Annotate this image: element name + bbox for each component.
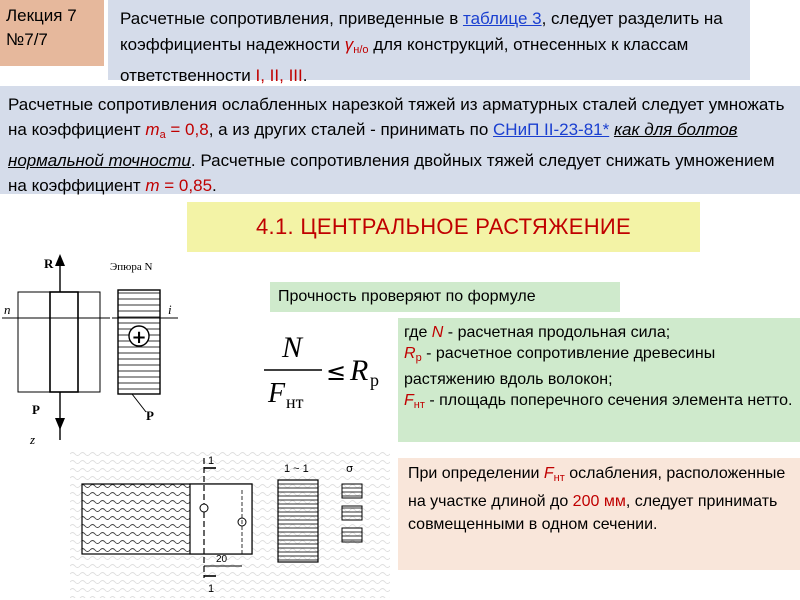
note-text: , следует принимать совмещенными в одном сечении. <box>408 493 778 533</box>
element-bar <box>50 292 78 392</box>
gamma-subscript: н/о <box>353 44 369 56</box>
var-F-subscript: нт <box>413 399 425 411</box>
var-F: F <box>404 392 414 409</box>
where-text: где <box>404 324 432 341</box>
coef-ma-subscript: a <box>159 129 166 141</box>
arrow-up-icon <box>55 254 65 266</box>
note-length: 200 мм <box>572 493 626 510</box>
cut-label-bottom: 1 <box>208 583 215 595</box>
slide-number: №7/7 <box>6 30 48 49</box>
formula-R: R <box>350 354 369 387</box>
plus-sign: + <box>131 327 147 348</box>
dimension-label: 20 <box>216 554 228 565</box>
note-text: ослабления, расположенные на участке длиной до <box>408 465 786 510</box>
para-text: . Расчетные сопротивления двойных тяжей следует снижать умножением на коэффициент <box>8 151 775 195</box>
stress-block <box>342 506 362 520</box>
tension-element-diagram <box>0 254 260 454</box>
table-3-link[interactable]: таблице 3 <box>462 9 542 28</box>
label-R: R <box>44 256 54 271</box>
weakened-section-diagram <box>70 450 390 598</box>
note-F: F <box>543 465 554 482</box>
coef-m-symbol: m <box>145 176 160 195</box>
note-text: При определении <box>408 465 544 482</box>
stress-block <box>342 484 362 498</box>
coef-m-value: = 0,85 <box>159 176 213 195</box>
where-text: - расчетное сопротивление древесины растяжению вдоль волокон; <box>404 345 716 388</box>
section-view <box>278 480 318 562</box>
var-N: N <box>431 324 444 341</box>
bolts-reference: как для болтов нормальной точности <box>8 120 738 170</box>
para-text: , а из других сталей - принимать по <box>208 120 494 139</box>
note-F-subscript: нт <box>553 472 565 484</box>
var-R-subscript: р <box>415 352 422 364</box>
snip-link[interactable]: СНиП II-23-81* <box>493 120 610 139</box>
cut-label-top: 1 <box>208 455 215 467</box>
intro-text: Расчетные сопротивления, приведенные в <box>120 9 463 28</box>
strength-formula <box>258 322 398 422</box>
sigma-label: σ <box>346 462 353 475</box>
weakening-note <box>398 458 800 570</box>
label-P-right: P <box>146 408 154 423</box>
section-label: 1 ~ 1 <box>284 463 309 475</box>
tie-rods-paragraph <box>0 86 800 194</box>
lecture-number: Лекция 7 <box>6 6 77 25</box>
intro-text: . <box>302 66 308 85</box>
label-n-left: n <box>4 302 11 317</box>
section-heading: 4.1. ЦЕНТРАЛЬНОЕ РАСТЯЖЕНИЕ <box>187 202 700 252</box>
var-R: R <box>404 345 416 362</box>
intro-text-block <box>108 0 750 85</box>
para-text: . <box>212 176 217 195</box>
label-P-left: P <box>32 402 40 417</box>
strength-check-label: Прочность проверяют по формуле <box>270 282 620 312</box>
bolt-hole-icon <box>200 504 208 512</box>
leader-line <box>132 394 146 412</box>
formula-leq: ≤ <box>326 358 347 386</box>
label-epure: Эпюра N <box>110 261 153 273</box>
intro-text: для конструкций, отнесенных к классам ответственности <box>120 35 689 85</box>
formula-F: F <box>268 378 286 409</box>
intro-text: , следует разделить на коэффициенты надежности <box>120 9 723 54</box>
responsibility-classes: I, II, III <box>255 66 303 85</box>
formula-N: N <box>282 331 303 364</box>
where-text: - расчетная продольная сила; <box>443 324 671 341</box>
coef-ma-symbol: m <box>145 120 160 139</box>
formula-F-subscript: нт <box>286 392 304 412</box>
stress-block <box>342 528 362 542</box>
variables-explanation <box>398 318 800 442</box>
arrow-down-icon <box>55 418 65 430</box>
formula-R-subscript: р <box>370 370 379 390</box>
gamma-symbol: γ <box>344 35 354 54</box>
label-n-right: i <box>168 302 172 317</box>
para-text: Расчетные сопротивления ослабленных нарезкой тяжей из арматурных сталей следует умножать на коэффициент <box>8 95 785 139</box>
label-z: z <box>30 432 36 447</box>
lecture-label <box>0 0 104 66</box>
where-text: - площадь поперечного сечения элемента нетто. <box>424 392 793 409</box>
coef-ma-value: = 0,8 <box>165 120 209 139</box>
